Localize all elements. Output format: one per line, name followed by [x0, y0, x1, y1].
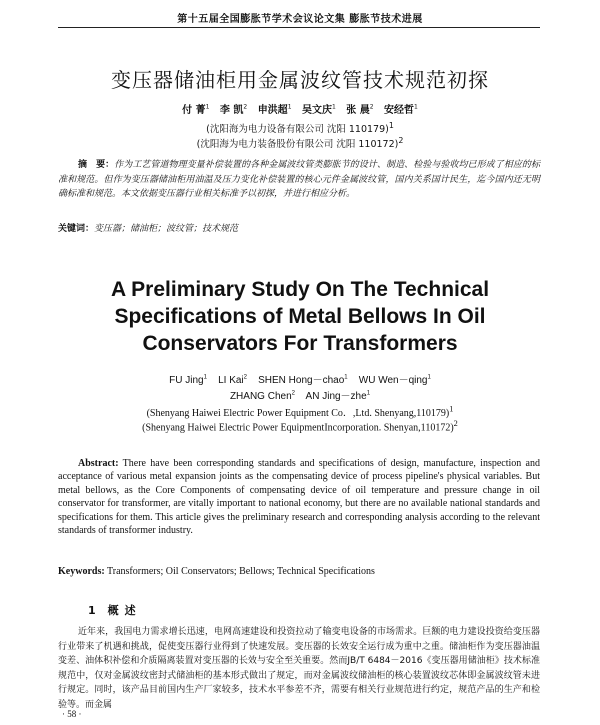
author: 申洪超$^1$	[257, 103, 292, 116]
chinese-affiliation-2: (沈阳海为电力装备股份有限公司 沈阳 110172)$^2$	[196, 136, 404, 151]
author: 付 菁$^1$	[182, 103, 210, 116]
section-body: 近年来，我国电力需求增长迅速，电网高速建设和投资拉动了输变电设备的市场需求。巨额的电力建设投资给变压器行业带来了机遇和挑战，促使变压器行业得到了快速发展。变压器的长效安全运行成为重中之重。储油柜作为变压器油温变差、油体积补偿和介质隔离装置对变压器的长效与安全至关重要。然而JB/T 6484－2016《变压器用储油柜》技术标准规范中，仅对金属波纹密封式储油柜的基本形式做出了规定，而对金属波纹储油柜的核心装置波纹芯体即金属波纹管未进行规定。同时，该产品目前国内生产厂家较多，技术水平参差不齐，需要有相关行业规范进行约定，规范产品的生产和检验等。而金属	[58, 627, 540, 710]
abstract-text: There have been corresponding standards and specifications of design, manufacture, inspection and acceptance of various metal expansion joints as the compensating device of process pipeline's physical variables. But metal bellows, as the Core Components of compensating device of oil temperature and pressure change in oil conservator for transformer, are vitally important to national economy, but there are no available national standards and specifications for them. This article gives the preliminary research and corresponding analysis according to the relevant standards of transformer industry.	[58, 458, 540, 537]
author: 李 凯$^2$	[219, 103, 248, 116]
author: 张 晨$^2$	[346, 103, 374, 116]
author: SHEN Hong－chao$^1$	[258, 374, 348, 386]
running-head: 第十五届全国膨胀节学术会议论文集 膨胀节技术进展	[177, 14, 423, 25]
chinese-keywords	[58, 221, 540, 234]
english-title-line: Specifications of Metal Bellows In Oil	[114, 305, 486, 328]
english-abstract	[58, 457, 540, 537]
keywords-text: 变压器；储油柜；波纹管；技术规范	[94, 224, 239, 234]
author: LI Kai$^2$	[218, 374, 247, 386]
author: WU Wen－qing$^1$	[358, 374, 431, 386]
abstract-label: Abstract:	[78, 458, 119, 469]
abstract-text: 作为工艺管道物理变量补偿装置的各种金属波纹管类膨胀节的设计、制造、检验与验收均已形成了相应的标准和规范。但作为变压器储油柜用油温及压力变化补偿装置的核心元件金属波纹管，国内关系国计民生，迄今国内还无明确标准和规范。本文依据变压器行业相关标准予以初探，并进行相应分析。	[58, 160, 540, 199]
english-affiliation-1: (Shenyang Haiwei Electric Power Equipment Co．,Ltd. Shenyang,110179)$^1$	[146, 404, 454, 419]
chinese-abstract	[58, 158, 540, 202]
english-title	[60, 276, 540, 357]
english-title-line: Conservators For Transformers	[142, 332, 458, 355]
keywords-text: Transformers; Oil Conservators; Bellows; Technical Specifications	[107, 566, 375, 577]
english-affiliation-2: (Shenyang Haiwei Electric Power EquipmentIncorporation. Shenyan,110172)$^2$	[142, 419, 458, 434]
page-number: · 58 ·	[62, 709, 82, 719]
english-title-line: A Preliminary Study On The Technical	[110, 278, 490, 301]
abstract-label: 摘 要：	[78, 160, 115, 170]
chinese-affiliation-1: (沈阳海为电力设备有限公司 沈阳 110179)$^1$	[206, 121, 394, 136]
section-number: 1	[88, 604, 96, 617]
section-title: 概述	[107, 604, 142, 617]
chinese-authors	[40, 101, 560, 116]
english-authors-line-1	[60, 371, 540, 386]
chinese-title: 变压器储油柜用金属波纹管技术规范初探	[111, 68, 489, 92]
author: AN Jing－zhe$^1$	[305, 390, 371, 402]
section-heading	[88, 602, 142, 618]
author: FU Jing$^1$	[169, 374, 207, 386]
keywords-label: 关键词：	[58, 224, 95, 234]
author: 吴文庆$^1$	[301, 103, 336, 116]
english-authors-line-2	[60, 387, 540, 402]
english-keywords	[58, 566, 540, 577]
author: 安经哲$^1$	[384, 103, 418, 116]
keywords-label: Keywords:	[58, 566, 105, 577]
header-rule	[58, 27, 540, 28]
author: ZHANG Chen$^2$	[229, 390, 295, 402]
